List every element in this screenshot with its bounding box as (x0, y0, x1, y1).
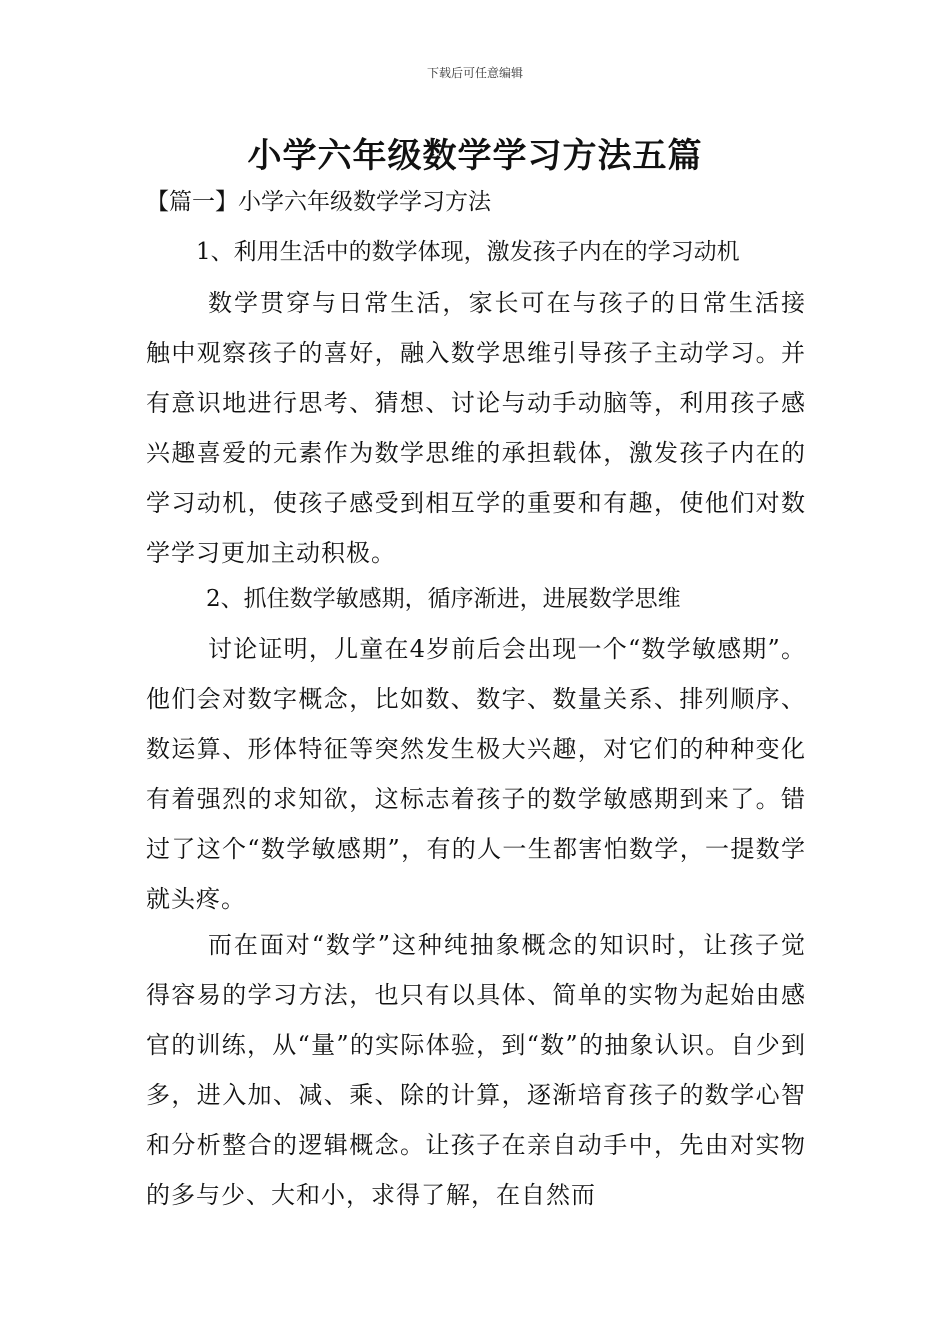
paragraph-1: 数学贯穿与日常生活，家长可在与孩子的日常生活接触中观察孩子的喜好，融入数学思维引导孩子主动学习。并有意识地进行思考、猜想、讨论与动手动脑等，利用孩子感兴趣喜爱的元素作为数学思维的承担载体，激发孩子内在的学习动机，使孩子感受到相互学的重要和有趣，使他们对数学学习更加主动积极。 (146, 289, 806, 567)
paragraph-2: 讨论证明，儿童在4岁前后会出现一个“数学敏感期”。他们会对数字概念，比如数、数字、数量关系、排列顺序、数运算、形体特征等突然发生极大兴趣，对它们的种种变化有着强烈的求知欲，这标志着孩子的数学敏感期到来了。错过了这个“数学敏感期”，有的人一生都害怕数学，一提数学就头疼。 (146, 635, 806, 913)
subheading-2: 2、抓住数学敏感期，循序渐进，进展数学思维 (206, 586, 681, 612)
document-title: 小学六年级数学学习方法五篇 (247, 136, 703, 176)
subheading-1: 1、利用生活中的数学体现，激发孩子内在的学习动机 (196, 239, 740, 265)
paragraph-3: 而在面对“数学”这种纯抽象概念的知识时，让孩子觉得容易的学习方法，也只有以具体、简单的实物为起始由感官的训练，从“量”的实际体验，到“数”的抽象认识。自少到多，进入加、减、乘、除的计算，逐渐培育孩子的数学心智和分析整合的逻辑概念。让孩子在亲自动手中，先由对实物的多与少、大和小，求得了解，在自然而 (146, 931, 806, 1209)
page-header: 下载后可任意编辑 (426, 66, 523, 80)
section-heading: 【篇一】小学六年级数学学习方法 (146, 189, 491, 215)
